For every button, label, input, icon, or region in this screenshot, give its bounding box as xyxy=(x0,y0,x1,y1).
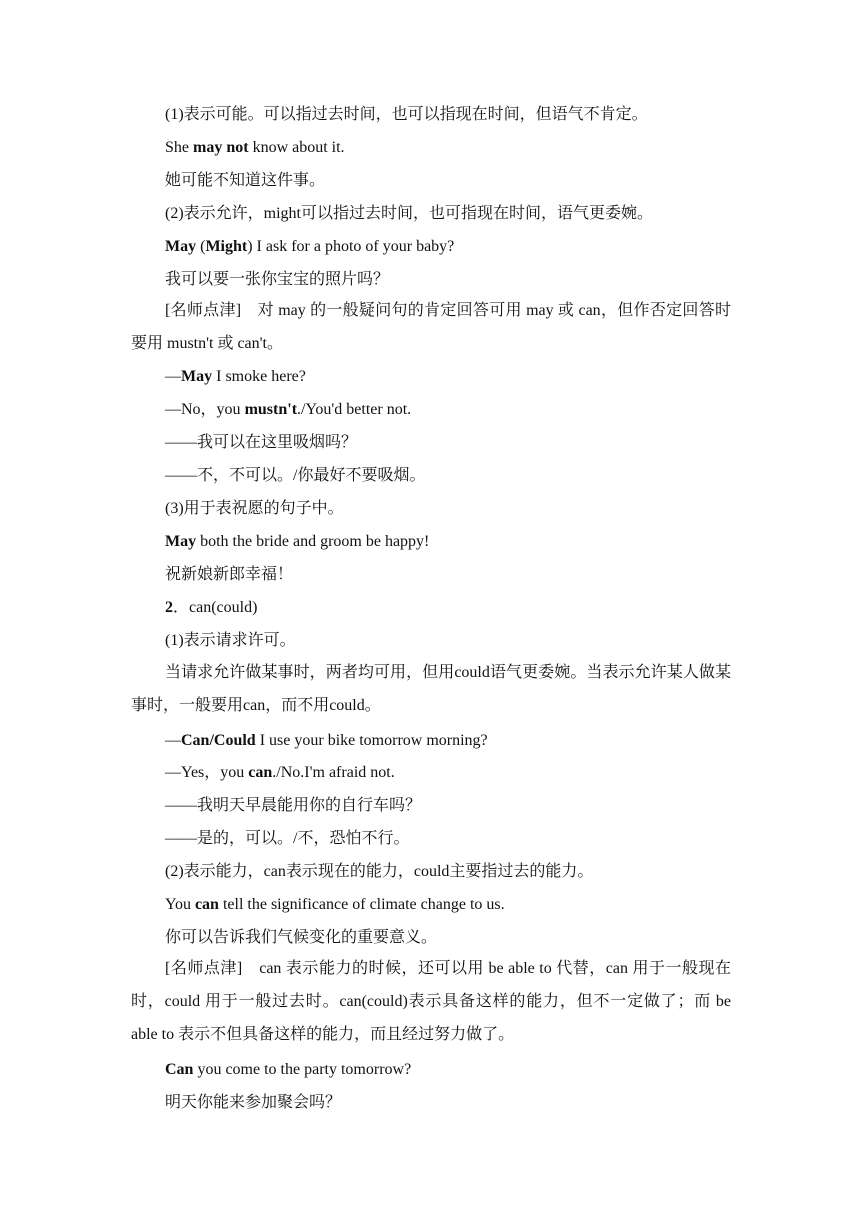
translation: 明天你能来参加聚会吗？ xyxy=(165,1094,342,1111)
text-line: (1)表示请求许可。 xyxy=(165,632,296,649)
example-sentence: May both the bride and groom be happy! xyxy=(165,533,430,550)
example-sentence: May (Might) I ask for a photo of your baby? xyxy=(165,238,455,255)
paragraph: 当请求允许做某事时，两者均可用，但用could语气更委婉。当表示允许某人做某事时，一般要用can，而不用could。 xyxy=(131,664,731,714)
translation: 祝新娘新郎幸福！ xyxy=(165,566,294,583)
translation: 你可以告诉我们气候变化的重要意义。 xyxy=(165,929,438,946)
example-sentence: You can tell the significance of climate change to us. xyxy=(165,896,505,913)
text-line: (3)用于表祝愿的句子中。 xyxy=(165,500,344,517)
text-line: (1)表示可能。可以指过去时间，也可以指现在时间，但语气不肯定。 xyxy=(165,106,648,123)
translation: 她可能不知道这件事。 xyxy=(165,172,326,189)
text-line: (2)表示能力，can表示现在的能力，could主要指过去的能力。 xyxy=(165,863,594,880)
section-heading: 2．can(could) xyxy=(165,599,258,616)
translation: ——是的，可以。/不，恐怕不行。 xyxy=(165,830,410,847)
example-sentence: Can you come to the party tomorrow? xyxy=(165,1061,412,1078)
translation: ——我可以在这里吸烟吗？ xyxy=(165,434,358,451)
teacher-note: [名师点津] can 表示能力的时候，还可以用 be able to 代替，can 用于一般现在时，could 用于一般过去时。can(could)表示具备这样的能力，但不一定做了；而 be able to 表示不但具备这样的能力，而且经过努力做了。 xyxy=(131,960,731,1043)
dialogue-line: —No，you mustn't./You'd better not. xyxy=(165,401,412,418)
translation: ——不，不可以。/你最好不要吸烟。 xyxy=(165,467,426,484)
translation: ——我明天早晨能用你的自行车吗？ xyxy=(165,797,422,814)
dialogue-line: —Yes，you can./No.I'm afraid not. xyxy=(165,764,395,781)
text-line: (2)表示允许，might可以指过去时间，也可指现在时间，语气更委婉。 xyxy=(165,205,653,222)
teacher-note: [名师点津] 对 may 的一般疑问句的肯定回答可用 may 或 can，但作否定回答时要用 mustn't 或 can't。 xyxy=(131,302,731,352)
dialogue-line: —May I smoke here? xyxy=(165,368,306,385)
dialogue-line: —Can/Could I use your bike tomorrow morning? xyxy=(165,732,488,749)
example-sentence: She may not know about it. xyxy=(165,139,345,156)
translation: 我可以要一张你宝宝的照片吗？ xyxy=(165,271,390,288)
